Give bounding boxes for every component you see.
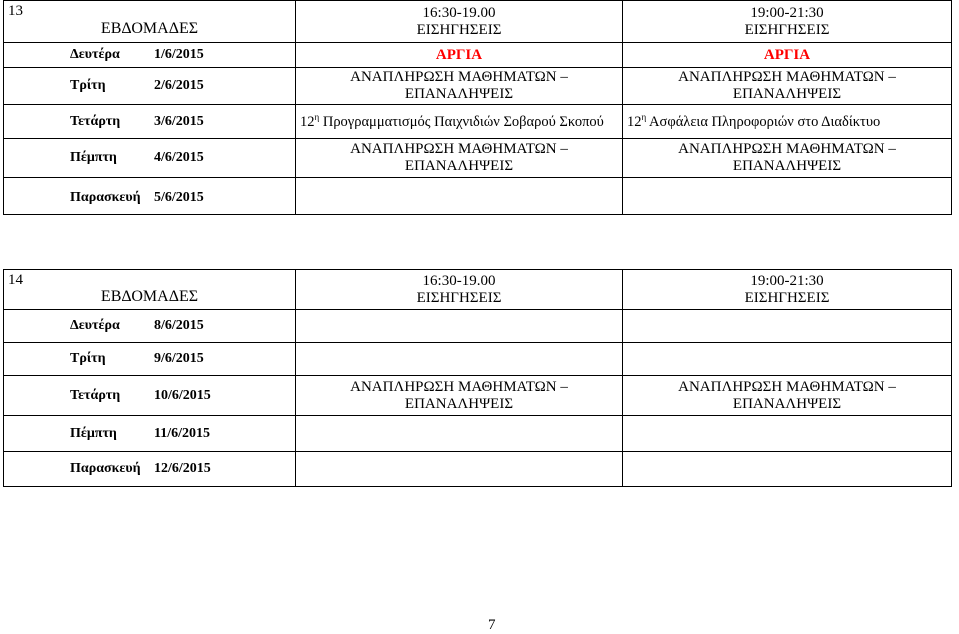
empty-cell xyxy=(623,178,952,215)
activity-cell xyxy=(296,376,623,416)
slot1-time: 16:30-19.00 xyxy=(422,272,496,289)
weeks-label: ΕΒΔΟΜΑΔΕΣ xyxy=(100,19,199,37)
day-row xyxy=(4,139,952,178)
day-name: Δευτέρα xyxy=(70,318,120,333)
slot2-time: 19:00-21:30 xyxy=(750,272,824,289)
day-row xyxy=(4,452,952,487)
day-row xyxy=(4,343,952,376)
day-cell xyxy=(4,343,296,376)
lecture-topic: Προγραμματισμός Παιχνιδιών Σοβαρού Σκοπού xyxy=(322,113,604,130)
day-name: Πέμπτη xyxy=(70,425,117,441)
activity-line: ΕΠΑΝΑΛΗΨΕΙΣ xyxy=(732,395,842,412)
activity-line: ΕΠΑΝΑΛΗΨΕΙΣ xyxy=(404,86,514,102)
day-cell xyxy=(4,376,296,416)
activity-line: ΑΝΑΠΛΗΡΩΣΗ ΜΑΘΗΜΑΤΩΝ – xyxy=(678,141,896,157)
day-cell xyxy=(4,139,296,178)
day-name: Τετάρτη xyxy=(70,387,121,403)
day-date: 10/6/2015 xyxy=(154,387,211,403)
activity-cell xyxy=(296,68,623,105)
activity-line: ΕΠΑΝΑΛΗΨΕΙΣ xyxy=(404,158,514,174)
day-cell xyxy=(4,43,296,68)
activity-line: ΑΝΑΠΛΗΡΩΣΗ ΜΑΘΗΜΑΤΩΝ – xyxy=(350,378,568,395)
day-cell xyxy=(4,105,296,139)
day-date: 5/6/2015 xyxy=(154,190,204,205)
activity-line: ΕΠΑΝΑΛΗΨΕΙΣ xyxy=(732,158,842,174)
lecture-ordinal: η xyxy=(641,112,647,123)
activity-cell xyxy=(623,139,952,178)
slot2-label: ΕΙΣΗΓΗΣΕΙΣ xyxy=(744,21,830,38)
slot1-label: ΕΙΣΗΓΗΣΕΙΣ xyxy=(416,289,502,306)
activity-line: ΑΝΑΠΛΗΡΩΣΗ ΜΑΘΗΜΑΤΩΝ – xyxy=(350,69,568,85)
slot1-header xyxy=(296,270,623,310)
week-14-table xyxy=(3,269,952,487)
empty-cell xyxy=(296,452,623,487)
day-cell xyxy=(4,68,296,105)
day-row xyxy=(4,43,952,68)
slot2-time: 19:00-21:30 xyxy=(750,4,824,21)
day-date: 8/6/2015 xyxy=(154,318,204,333)
empty-cell xyxy=(296,178,623,215)
week-13-table xyxy=(3,0,952,215)
day-cell xyxy=(4,416,296,452)
empty-cell xyxy=(296,310,623,343)
activity-line: ΕΠΑΝΑΛΗΨΕΙΣ xyxy=(404,395,514,412)
day-row xyxy=(4,68,952,105)
holiday-cell: ΑΡΓΙΑ xyxy=(296,43,623,68)
slot1-label: ΕΙΣΗΓΗΣΕΙΣ xyxy=(416,21,502,38)
slot1-time: 16:30-19.00 xyxy=(422,4,496,21)
day-row xyxy=(4,310,952,343)
week-14-number: 14 xyxy=(8,272,23,288)
day-row xyxy=(4,416,952,452)
day-name: Πέμπτη xyxy=(70,150,117,165)
day-name: Δευτέρα xyxy=(70,47,120,62)
day-cell xyxy=(4,178,296,215)
day-date: 4/6/2015 xyxy=(154,150,204,165)
day-date: 12/6/2015 xyxy=(154,461,211,476)
day-row xyxy=(4,376,952,416)
empty-cell xyxy=(623,416,952,452)
activity-cell xyxy=(296,139,623,178)
day-date: 11/6/2015 xyxy=(154,425,211,441)
day-date: 9/6/2015 xyxy=(154,351,204,366)
page-number: 7 xyxy=(488,617,496,633)
day-row xyxy=(4,105,952,139)
day-cell xyxy=(4,452,296,487)
day-date: 1/6/2015 xyxy=(154,47,204,62)
slot2-label: ΕΙΣΗΓΗΣΕΙΣ xyxy=(744,289,830,306)
lecture-number: 12 xyxy=(627,113,642,130)
day-cell xyxy=(4,310,296,343)
activity-cell xyxy=(623,68,952,105)
activity-line: ΑΝΑΠΛΗΡΩΣΗ ΜΑΘΗΜΑΤΩΝ – xyxy=(678,378,896,395)
week-14-label-cell xyxy=(4,270,296,310)
slot1-header xyxy=(296,1,623,43)
day-date: 3/6/2015 xyxy=(154,113,204,129)
day-name: Τρίτη xyxy=(70,351,106,366)
lecture-number: 12 xyxy=(300,113,315,130)
day-name: Παρασκευή xyxy=(70,190,141,205)
week-13-header-row xyxy=(4,1,952,43)
week-14-header-row xyxy=(4,270,952,310)
lecture-topic: Ασφάλεια Πληροφοριών στο Διαδίκτυο xyxy=(649,113,881,130)
day-name: Τρίτη xyxy=(70,78,106,93)
activity-line: ΕΠΑΝΑΛΗΨΕΙΣ xyxy=(732,86,842,102)
week-13-label-cell xyxy=(4,1,296,43)
topic-cell xyxy=(623,105,952,139)
activity-line: ΑΝΑΠΛΗΡΩΣΗ ΜΑΘΗΜΑΤΩΝ – xyxy=(350,141,568,157)
empty-cell xyxy=(296,343,623,376)
empty-cell xyxy=(623,310,952,343)
activity-line: ΑΝΑΠΛΗΡΩΣΗ ΜΑΘΗΜΑΤΩΝ – xyxy=(678,69,896,85)
day-name: Τετάρτη xyxy=(70,113,121,129)
week-13-number: 13 xyxy=(8,3,23,19)
activity-cell xyxy=(623,376,952,416)
empty-cell xyxy=(623,343,952,376)
lecture-ordinal: η xyxy=(314,112,320,123)
holiday-cell: ΑΡΓΙΑ xyxy=(623,43,952,68)
empty-cell xyxy=(623,452,952,487)
empty-cell xyxy=(296,416,623,452)
day-name: Παρασκευή xyxy=(70,461,141,476)
slot2-header xyxy=(623,1,952,43)
day-date: 2/6/2015 xyxy=(154,78,204,93)
day-row xyxy=(4,178,952,215)
weeks-label: ΕΒΔΟΜΑΔΕΣ xyxy=(100,287,199,305)
slot2-header xyxy=(623,270,952,310)
topic-cell xyxy=(296,105,623,139)
